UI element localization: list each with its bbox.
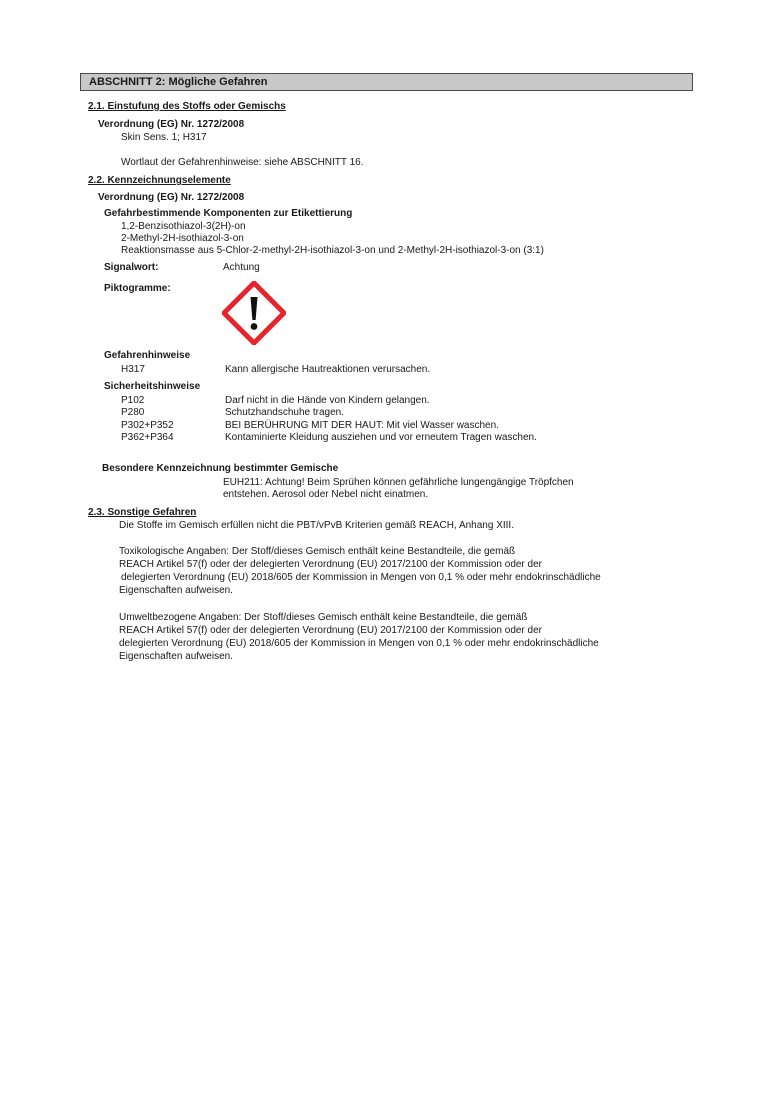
toxicological-line: Eigenschaften aufweisen. [119,585,233,596]
precaution-text: Schutzhandschuhe tragen. [225,407,344,418]
toxicological-line: REACH Artikel 57(f) oder der delegierten Verordnung (EU) 2017/2100 der Kommission oder der [119,559,542,570]
precaution-code: P280 [121,407,145,418]
precaution-code: P302+P352 [121,420,174,431]
subsection-heading-2-3: 2.3. Sonstige Gefahren [88,507,197,518]
subsection-heading-2-2: 2.2. Kennzeichnungselemente [88,175,231,186]
toxicological-line: Toxikologische Angaben: Der Stoff/dieses Gemisch enthält keine Bestandteile, die gemäß [119,546,516,557]
precaution-text: Kontaminierte Kleidung ausziehen und vor erneutem Tragen waschen. [225,432,537,443]
special-labelling-text: entstehen. Aerosol oder Nebel nicht einatmen. [223,489,429,500]
special-labelling-text: EUH211: Achtung! Beim Sprühen können gefährliche lungengängige Tröpfchen [223,477,574,488]
pictogram-label: Piktogramme: [104,283,171,294]
special-labelling-heading: Besondere Kennzeichnung bestimmter Gemische [102,463,339,474]
signal-word-label: Signalwort: [104,262,159,273]
component-item: 1,2-Benzisothiazol-3(2H)-on [121,221,246,232]
component-item: Reaktionsmasse aus 5-Chlor-2-methyl-2H-isothiazol-3-on und 2-Methyl-2H-isothiazol-3-on (3:1) [121,245,544,256]
signal-word-value: Achtung [223,262,260,273]
environmental-line: REACH Artikel 57(f) oder der delegierten Verordnung (EU) 2017/2100 der Kommission oder der [119,625,542,636]
section-header-bar [80,73,693,91]
precaution-code: P362+P364 [121,432,174,443]
environmental-line: Eigenschaften aufweisen. [119,651,233,662]
hazard-code: H317 [121,364,145,375]
regulation-label: Verordnung (EG) Nr. 1272/2008 [98,119,245,130]
toxicological-line: delegierten Verordnung (EU) 2018/605 der Kommission in Mengen von 0,1 % oder mehr endokrinschädliche [121,572,601,583]
hazard-text: Kann allergische Hautreaktionen verursachen. [225,364,431,375]
regulation-label: Verordnung (EG) Nr. 1272/2008 [98,192,245,203]
classification-text: Skin Sens. 1; H317 [121,132,207,143]
wording-note: Wortlaut der Gefahrenhinweise: siehe ABSCHNITT 16. [121,157,364,168]
hazard-statements-heading: Gefahrenhinweise [104,350,191,361]
precautionary-statements-heading: Sicherheitshinweise [104,381,201,392]
section-header-title: ABSCHNITT 2: Mögliche Gefahren [89,76,268,88]
subsection-heading-2-1: 2.1. Einstufung des Stoffs oder Gemischs [88,101,286,112]
pbt-statement: Die Stoffe im Gemisch erfüllen nicht die PBT/vPvB Kriterien gemäß REACH, Anhang XIII. [119,520,514,531]
precaution-code: P102 [121,395,145,406]
precaution-text: BEI BERÜHRUNG MIT DER HAUT: Mit viel Wasser waschen. [225,420,499,431]
environmental-line: Umweltbezogene Angaben: Der Stoff/dieses Gemisch enthält keine Bestandteile, die gemäß [119,612,528,623]
environmental-line: delegierten Verordnung (EU) 2018/605 der Kommission in Mengen von 0,1 % oder mehr endokrinschädliche [119,638,599,649]
precaution-text: Darf nicht in die Hände von Kindern gelangen. [225,395,430,406]
exclamation-mark-diamond-icon [222,281,286,345]
component-item: 2-Methyl-2H-isothiazol-3-on [121,233,244,244]
components-heading: Gefahrbestimmende Komponenten zur Etikettierung [104,208,353,219]
